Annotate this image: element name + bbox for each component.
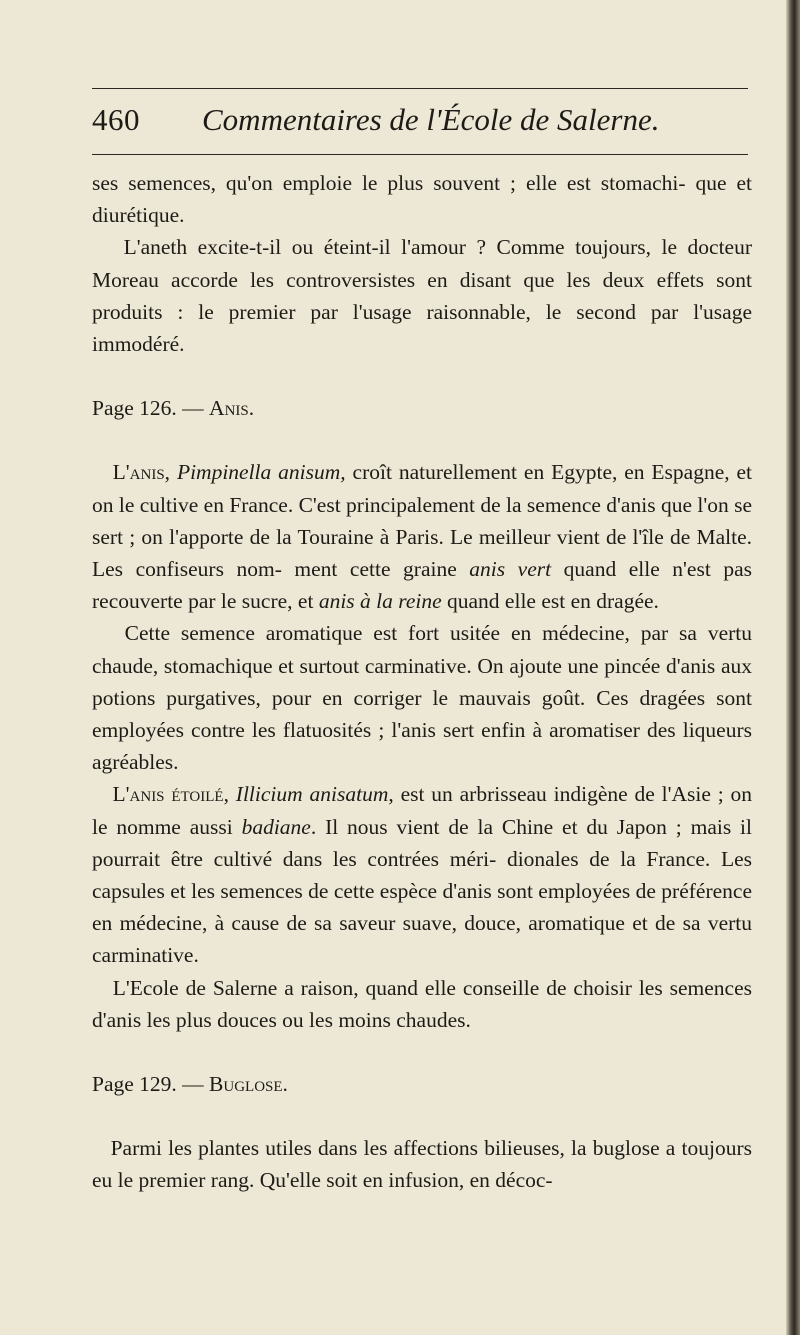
heading-word: Anis.: [209, 396, 255, 421]
paragraph: [92, 972, 752, 1036]
heading-page-ref: Page 126. —: [92, 396, 210, 421]
paragraph: [92, 456, 752, 617]
latin-name: Illicium anisatum: [235, 782, 389, 807]
page-number: 460: [92, 102, 140, 137]
paragraph: [92, 1132, 752, 1196]
header-rule: [92, 154, 748, 155]
paragraph-text: quand elle n'est pas recouverte par le sucre, et: [92, 557, 752, 614]
section-gap: [92, 1036, 752, 1068]
paragraph-text: , est un arbrisseau indigène de l'Asie ; on le nomme aussi: [92, 782, 753, 839]
latin-name: Pimpinella anisum,: [176, 460, 346, 485]
paragraph: [92, 617, 752, 778]
italic-term: anis vert: [469, 557, 552, 582]
paragraph-text: croît naturellement en Egypte, en Espagne, et on le cultive en France. C'est principalement de la semence d'anis que l'on se sert ; on l'apporte de la Touraine à Paris. Le meilleur vient de l'île de Malte. Les confiseurs nom- ment cette graine: [92, 460, 753, 582]
section-heading-anis: [92, 392, 752, 424]
entry-term: L'anis: [112, 460, 165, 485]
body-text: [92, 167, 752, 1197]
entry-separator: ,: [223, 782, 236, 807]
paragraph: ses semences, qu'on emploie le plus souvent ; elle est stomachi- que et diurétique.: [92, 171, 752, 228]
page-edge: [786, 0, 800, 1335]
entry-term: L'anis étoilé: [112, 782, 224, 807]
italic-term: badiane: [241, 814, 311, 839]
running-title: Commentaires de l'École de Salerne.: [202, 102, 660, 137]
paragraph-text: . Il nous vient de la Chine et du Japon ; mais il pourrait être cultivé dans les contrées méri- dionales de la France. Les capsules et les semences de cette espèce d'anis sont employées de préférence en médecine, à cause de sa saveur suave, douce, aromatique et de sa vertu carminative.: [92, 814, 753, 968]
italic-term: anis à la reine: [318, 589, 442, 614]
running-header: [92, 102, 748, 146]
paragraph: [92, 231, 752, 360]
section-gap: [92, 424, 752, 456]
top-rule: [92, 88, 748, 89]
paragraph-text: quand elle est en dragée.: [441, 589, 659, 614]
paragraph: [92, 778, 752, 971]
entry-separator: ,: [164, 460, 177, 485]
heading-word: Buglose.: [209, 1072, 288, 1097]
section-gap: [92, 1100, 752, 1132]
paragraph-text: L'aneth excite-t-il ou éteint-il l'amour ? Comme toujours, le docteur Moreau accorde les controversistes en disant que les deux effets sont produits : le premier par l'usage raisonnable, le second par l'usage immodéré.: [92, 235, 752, 357]
heading-page-ref: Page 129. —: [92, 1072, 210, 1097]
section-heading-buglose: [92, 1068, 752, 1100]
paragraph-text: L'Ecole de Salerne a raison, quand elle conseille de choisir les semences d'anis les plus douces ou les moins chaudes.: [92, 975, 753, 1032]
paragraph-text: Cette semence aromatique est fort usitée en médecine, par sa vertu chaude, stomachique et surtout carminative. On ajoute une pincée d'anis aux potions purgatives, pour en corriger le mauvais goût. Ces dragées sont employées contre les flatuosités ; l'anis sert enfin à aromatiser des liqueurs agréables.: [92, 621, 753, 775]
section-gap: [92, 360, 752, 392]
paragraph-text: Parmi les plantes utiles dans les affections bilieuses, la buglose a toujours eu le premier rang. Qu'elle soit en infusion, en décoc-: [92, 1136, 753, 1193]
